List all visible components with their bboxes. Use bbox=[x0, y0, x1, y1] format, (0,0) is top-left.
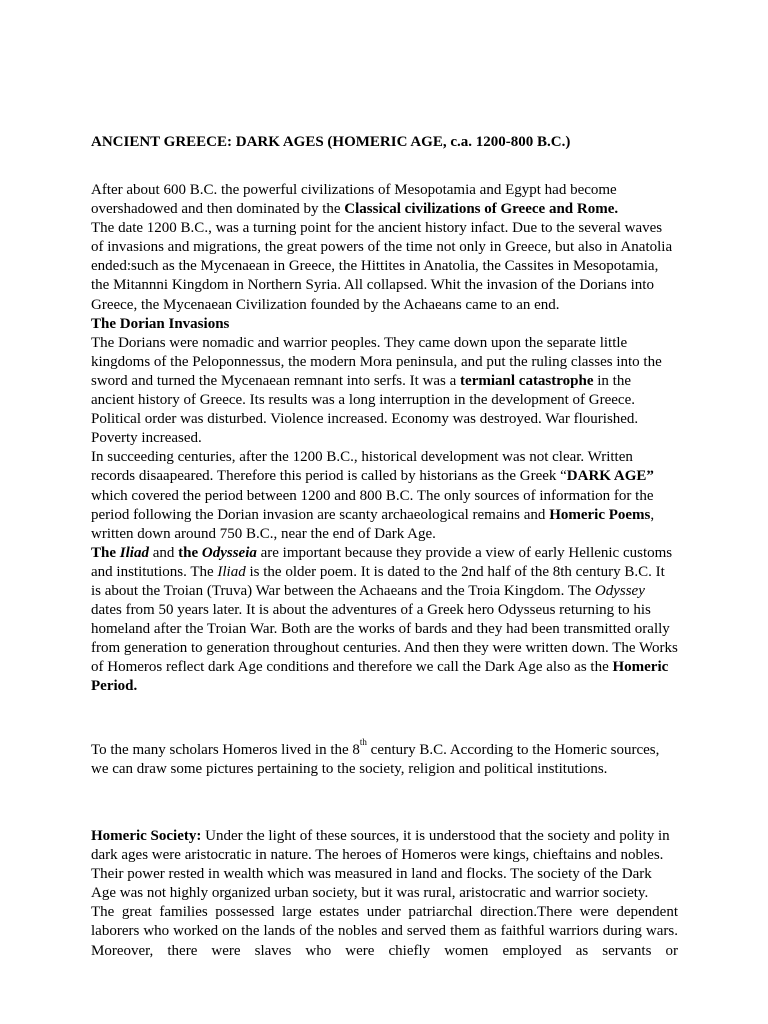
text-block-scholars bbox=[91, 737, 678, 779]
dark-age-paragraph: In succeeding centuries, after the 1200 B.C., historical development was not clear. Written records disaapeared. Therefore this period is called by historians as the Greek “DARK AGE” which covered the period between 1200 and 800 B.C. The only sources of information for the period following the Dorian invasion are scanty archaeological remains and Homeric Poems, written down around 750 B.C., near the end of Dark Age. bbox=[91, 449, 655, 542]
homeric-poems-paragraph: The Iliad and the Odysseia are important because they provide a view of early Hellenic customs and institutions. The Iliad is the older poem. It is dated to the 2nd half of the 8th century B.C. It is about the Troian (Truva) War between the Achaeans and the Troia Kingdom. The Odyssey dates from 50 years later. It is about the adventures of a Greek hero Odysseus returning to his homeland after the Troian War. Both are the works of bards and they had been transmitted orally from generation to generation throughout centuries. And then they were written down. The Works of Homeros reflect dark Age conditions and therefore we call the Dark Age also as the Homeric Period. bbox=[91, 544, 678, 695]
political-paragraph: Political order was disturbed. Violence increased. Economy was destroyed. War flourished. Poverty increased. bbox=[91, 411, 639, 447]
turning-point-paragraph: The date 1200 B.C., was a turning point for the ancient history infact. Due to the several waves of invasions and migrations, the great powers of the time not only in Greece, but also in Anatolia ended:such as the Mycenaean in Greece, the Hittites in Anatolia, the Cassites in Mesopotamia, the Mitannni Kingdom in Northern Syria. All collapsed. Whit the invasion of the Dorians into Greece, the Mycenaean Civilization founded by the Achaeans came to an end. bbox=[91, 220, 673, 313]
superscript-th: th bbox=[359, 737, 367, 747]
document-title: ANCIENT GREECE: DARK AGES (HOMERIC AGE, c.a. 1200-800 B.C.) bbox=[91, 134, 571, 150]
dorian-paragraph: The Dorians were nomadic and warrior peoples. They came down upon the separate little kingdoms of the Peloponnessus, the modern Mora peninsula, and put the ruling classes into the sword and turned the Mycenaean remnant into serfs. It was a termianl catastrophe in the ancient history of Greece. Its results was a long interruption in the development of Greece. bbox=[91, 334, 662, 409]
homeric-society-paragraph: Homeric Society: Under the light of these sources, it is understood that the society and polity in dark ages were aristocratic in nature. The heroes of Homeros were kings, chieftains and nobles. Their power rested in wealth which was measured in land and flocks. The society of the Dark Age was not highly organized urban society, but it was rural, aristocratic and warrior society. bbox=[91, 828, 670, 902]
great-families-paragraph: The great families possessed large estates under patriarchal direction.There were dependent laborers who worked on the lands of the nobles and served them as faithful warriors during wars. Moreover, there were slaves who were chiefly women employed as servants or bbox=[91, 904, 678, 959]
intro-paragraph: After about 600 B.C. the powerful civilizations of Mesopotamia and Egypt had become overshadowed and then dominated by the Classical civilizations of Greece and Rome. bbox=[91, 182, 619, 218]
text-block-main bbox=[91, 181, 678, 697]
text-block-society bbox=[91, 827, 678, 961]
scholars-paragraph: To the many scholars Homeros lived in the 8th century B.C. According to the Homeric sources, we can draw some pictures pertaining to the society, religion and political institutions. bbox=[91, 737, 660, 778]
section-heading-dorian-invasions: The Dorian Invasions bbox=[91, 315, 230, 332]
